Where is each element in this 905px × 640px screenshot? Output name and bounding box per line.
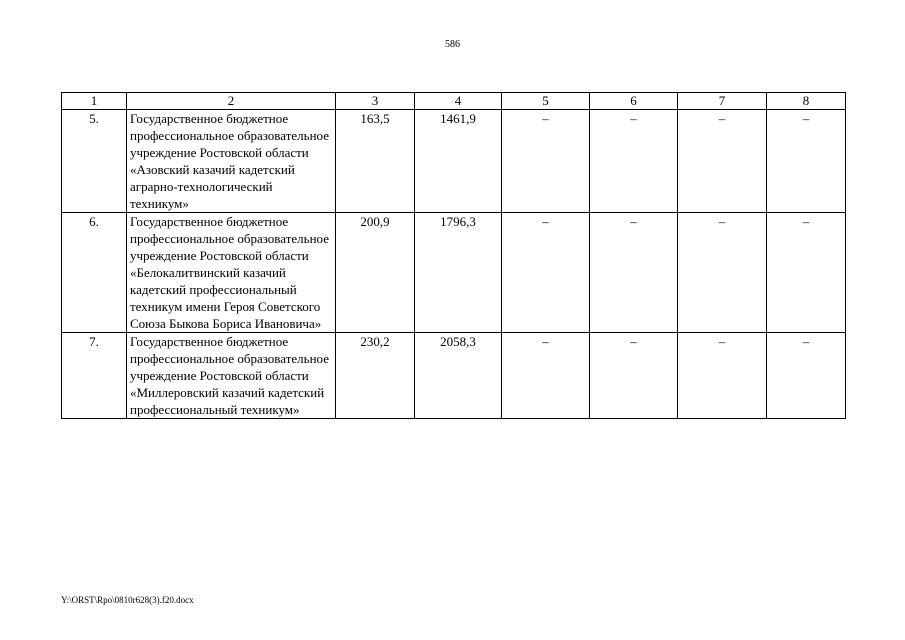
cell-col7: – [678,213,767,333]
institution-name: Государственное бюджетное профессиональное образовательное учреждение Ростовской области «Белокалитвинский казачий кадетский профессиональный техникум имени Героя Советского Союза Быкова Бориса Ивановича» [127,213,336,333]
cell-col5: – [502,333,590,419]
column-header: 8 [767,93,846,110]
row-number: 5. [62,110,127,213]
institution-name: Государственное бюджетное профессиональное образовательное учреждение Ростовской области «Азовский казачий кадетский аграрно-технологический техникум» [127,110,336,213]
footer-file-path: Y:\ORST\Rpo\0810r628(3).f20.docx [61,595,194,605]
page-number: 586 [445,39,460,50]
column-header: 7 [678,93,767,110]
column-header: 2 [127,93,336,110]
cell-col4: 1796,3 [415,213,502,333]
cell-col7: – [678,110,767,213]
table-row [62,333,846,419]
row-number: 6. [62,213,127,333]
column-header: 5 [502,93,590,110]
table-row [62,213,846,333]
data-table [61,92,846,419]
cell-col5: – [502,213,590,333]
cell-col5: – [502,110,590,213]
cell-col8: – [767,213,846,333]
column-header: 3 [336,93,415,110]
column-header: 4 [415,93,502,110]
cell-col6: – [590,213,678,333]
institution-name: Государственное бюджетное профессиональное образовательное учреждение Ростовской области «Миллеровский казачий кадетский профессиональный техникум» [127,333,336,419]
table-row [62,110,846,213]
cell-col4: 1461,9 [415,110,502,213]
cell-col4: 2058,3 [415,333,502,419]
cell-col3: 163,5 [336,110,415,213]
cell-col6: – [590,333,678,419]
column-header: 6 [590,93,678,110]
table-header-row [62,93,846,110]
cell-col8: – [767,333,846,419]
column-header: 1 [62,93,127,110]
cell-col6: – [590,110,678,213]
row-number: 7. [62,333,127,419]
cell-col3: 230,2 [336,333,415,419]
cell-col7: – [678,333,767,419]
cell-col3: 200,9 [336,213,415,333]
cell-col8: – [767,110,846,213]
